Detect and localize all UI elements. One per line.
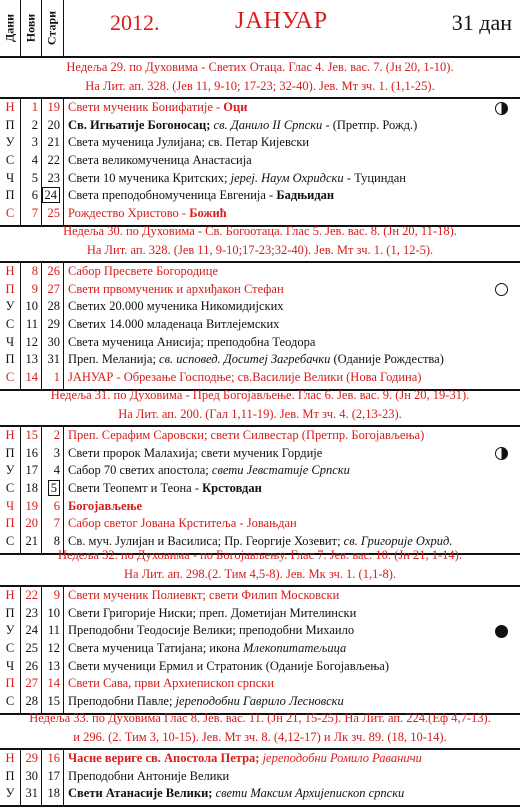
feast-text: јереј. Наум Охридски <box>230 170 344 185</box>
column-old-label: Стари <box>44 10 59 46</box>
old-date: 16 <box>47 751 60 765</box>
day-row <box>0 351 520 369</box>
weekday-letter: Н <box>5 428 15 442</box>
feast-description <box>68 263 218 281</box>
new-date: 17 <box>25 463 38 478</box>
new-moon-icon <box>495 625 508 638</box>
feast-text: Света великомученица Анастасија <box>68 153 252 168</box>
weekday-letter: Н <box>5 100 15 114</box>
weekday-letter: У <box>5 299 15 314</box>
weekday-letter: П <box>5 516 15 531</box>
week-reading-line2: На Лит. ап. 298.(2. Тим 4,5-8). Јев. Мк зч. 1. (1,1-8). <box>123 566 397 581</box>
feast-description <box>68 498 142 516</box>
week-header <box>0 709 520 750</box>
feast-text: ЈАНУАР - Обрезање Господње; св.Василије Велики (Нова Година) <box>68 370 422 385</box>
feast-description <box>68 658 389 676</box>
old-date: 7 <box>53 516 60 531</box>
feast-description <box>68 640 346 658</box>
day-row <box>0 462 520 480</box>
feast-text: св. исповед. Доситеј Загребачки <box>159 352 331 367</box>
weekday-letter: Ч <box>5 170 15 185</box>
old-date: 26 <box>47 264 60 278</box>
new-date: 22 <box>25 588 38 602</box>
week-reading-line2: На Лит. ап. 200. (Гал 1,11-19). Јев. Мт зч. 4. (2,13-23). <box>118 406 402 421</box>
day-row <box>0 117 520 135</box>
feast-description <box>68 462 350 480</box>
feast-text: Света мученица Татијана; икона <box>68 641 244 656</box>
feast-description <box>68 427 424 445</box>
feast-text: Млекопитатељица <box>243 641 347 656</box>
feast-description <box>68 334 315 352</box>
weekday-letter: П <box>5 676 15 691</box>
old-date: 18 <box>47 786 60 801</box>
old-date: 29 <box>47 317 60 332</box>
old-date <box>41 480 63 498</box>
week-header <box>0 222 520 263</box>
old-date: 11 <box>47 623 60 638</box>
feast-text: Свети мученици Ермил и Стратоник (Оданије Богојављења) <box>68 658 389 673</box>
new-date: 24 <box>25 623 38 638</box>
weekday-letter: У <box>5 135 15 150</box>
feast-text: Часне вериге св. Апостола Петра; <box>68 751 263 765</box>
weekday-letter: С <box>5 481 15 496</box>
new-date: 12 <box>25 334 38 349</box>
feast-text: Преподобни Теодосије Велики; преподобни Михаило <box>68 623 355 638</box>
old-date: 30 <box>47 334 60 349</box>
weekday-letter: С <box>5 317 15 332</box>
day-row <box>0 134 520 152</box>
new-date: 13 <box>25 352 38 367</box>
week-days-block <box>0 750 520 807</box>
feast-description <box>68 605 356 623</box>
feast-text: свети Максим Архијепископ српски <box>215 786 405 801</box>
day-row <box>0 152 520 170</box>
weekday-letter: П <box>5 117 15 132</box>
day-row <box>0 445 520 463</box>
feast-text: Свети 10 мученика Критских; <box>68 170 231 185</box>
column-new <box>20 0 42 56</box>
feast-description <box>68 768 229 786</box>
new-date: 20 <box>25 516 38 531</box>
feast-text: - Туциндан <box>343 170 406 185</box>
old-date: 28 <box>47 299 60 314</box>
day-row <box>0 498 520 516</box>
weekday-letter: Н <box>5 588 15 602</box>
weekday-letter: Ч <box>5 334 15 349</box>
old-date: 2 <box>53 428 60 442</box>
new-date: 11 <box>25 317 38 332</box>
old-date: 9 <box>53 588 60 602</box>
weekday-letter: П <box>5 352 15 367</box>
old-date: 6 <box>53 498 60 513</box>
week-days-block <box>0 427 520 555</box>
week-reading-line2: и 296. (2. Тим 3, 10-15). Јев. Мт зч. 8. (4,12-17) и Лк зч. 89. (18, 10-14). <box>73 729 447 744</box>
feast-description <box>68 445 322 463</box>
weekday-letter: Н <box>5 751 15 765</box>
feast-description <box>68 785 404 803</box>
new-date: 18 <box>25 481 38 496</box>
month-title: ЈАНУАР <box>235 8 329 34</box>
day-row <box>0 587 520 605</box>
feast-description <box>68 187 334 205</box>
feast-text: Свети мученик Полиевкт; свети Филип Московски <box>68 588 340 602</box>
weekday-letter: П <box>5 281 15 296</box>
feast-description <box>68 675 274 693</box>
feast-text: Свети Атанасије Велики; <box>68 786 216 801</box>
new-date: 15 <box>25 428 38 442</box>
day-row <box>0 263 520 281</box>
feast-text: Сабор 70 светих апостола; <box>68 463 212 478</box>
old-date <box>41 187 63 205</box>
full-moon-icon <box>495 283 508 296</box>
day-row <box>0 281 520 299</box>
new-date: 3 <box>31 135 38 150</box>
day-row <box>0 316 520 334</box>
feast-text: Светих 20.000 мученика Никомидијских <box>68 299 284 314</box>
week-reading-line2: На Лит. ап. 328. (Јев 11, 9-10;17-23;32-40). Јев. Мт зч. 1. (1, 12-5). <box>86 242 434 257</box>
feast-description <box>68 170 406 188</box>
feast-description <box>68 298 284 316</box>
half-moon-icon <box>495 447 508 460</box>
feast-text: Оци <box>223 100 248 114</box>
new-date: 2 <box>31 117 38 132</box>
feast-text: свети Јевстатије Српски <box>211 463 350 478</box>
new-date: 19 <box>25 498 38 513</box>
feast-text: Света мученица Анисија; преподобна Теодора <box>68 334 316 349</box>
new-date: 25 <box>25 641 38 656</box>
week-reading-line1: Недеља 30. по Духовима - Св. Богоотаца. Глас 5. Јев. вас. 8. (Јн 20, 11-18). <box>63 224 457 238</box>
new-date: 10 <box>25 299 38 314</box>
column-days <box>0 0 21 56</box>
day-row <box>0 640 520 658</box>
day-row <box>0 622 520 640</box>
feast-description <box>68 750 422 768</box>
weekday-letter: У <box>5 463 15 478</box>
old-date: 19 <box>47 100 60 114</box>
new-date: 29 <box>25 751 38 765</box>
weekday-letter: Ч <box>5 498 15 513</box>
day-row <box>0 515 520 533</box>
feast-text: јереподобни Гаврило Лесновски <box>175 694 344 709</box>
feast-description <box>68 152 252 170</box>
day-row <box>0 750 520 768</box>
week-header <box>0 58 520 99</box>
old-date: 1 <box>53 370 60 385</box>
new-date: 8 <box>31 264 38 278</box>
feast-text: Бадњидан <box>276 188 335 203</box>
weekday-letter: С <box>5 153 15 168</box>
feast-text: Рождество Христово - <box>68 206 190 221</box>
old-date: 27 <box>47 281 60 296</box>
new-date: 14 <box>25 370 38 385</box>
feast-text: св. Данило II Српски <box>213 117 323 132</box>
feast-text: - (Претпр. Рожд.) <box>322 117 418 132</box>
column-days-label: Дани <box>2 13 17 43</box>
feast-description <box>68 281 284 299</box>
weekday-letter: П <box>5 768 15 783</box>
old-date: 3 <box>53 445 60 460</box>
old-date: 17 <box>47 768 60 783</box>
week-header <box>0 386 520 427</box>
feast-text: Божић <box>189 206 227 221</box>
new-date: 9 <box>31 281 38 296</box>
day-row <box>0 785 520 803</box>
column-new-label: Нови <box>23 13 37 43</box>
new-date: 5 <box>31 170 38 185</box>
old-date: 31 <box>47 352 60 367</box>
new-date: 6 <box>31 188 38 203</box>
feast-description <box>68 622 354 640</box>
feast-text: Преп. Серафим Саровски; свети Силвестар (Претпр. Богојављења) <box>68 428 425 442</box>
feast-description <box>68 480 262 498</box>
weekday-letter: С <box>5 206 15 221</box>
feast-text: Свети Сава, први Архиепископ српски <box>68 676 275 691</box>
weekday-letter: П <box>5 605 15 620</box>
day-row <box>0 768 520 786</box>
old-date: 4 <box>53 463 60 478</box>
feast-text: Св. Игњатије Богоносац; <box>68 117 214 132</box>
weekday-letter: П <box>5 445 15 460</box>
feast-text: јереподобни Ромило Раваничи <box>262 751 422 765</box>
feast-text: Свети Григорије Ниски; преп. Дометијан Мителински <box>68 605 357 620</box>
feast-text: Сабор светог Јована Крститеља - Јовањдан <box>68 516 297 531</box>
old-date: 21 <box>47 135 60 150</box>
half-moon-icon <box>495 102 508 115</box>
feast-text: св. Григорије Охрид. <box>343 534 453 549</box>
feast-text: Преподобни Павле; <box>68 694 176 709</box>
feast-text: Света преподобномученица Евгенија - <box>68 188 277 203</box>
new-date: 21 <box>25 534 38 549</box>
feast-text: Преп. Меланија; <box>68 352 160 367</box>
new-date: 28 <box>25 694 38 709</box>
day-row <box>0 369 520 387</box>
old-date: 12 <box>47 641 60 656</box>
new-date: 1 <box>31 100 38 114</box>
weekday-letter: С <box>5 641 15 656</box>
new-date: 7 <box>31 206 38 221</box>
weekday-letter: У <box>5 786 15 801</box>
week-days-block <box>0 263 520 391</box>
feast-text: Свети пророк Малахија; свети мученик Гордије <box>68 445 323 460</box>
weekday-letter: С <box>5 694 15 709</box>
calendar-header <box>0 0 520 58</box>
week-reading-line1: Недеља 33. по Духовима Глас 8. Јев. вас. 11. (Јн 21, 15-25). На Лит. ап. 224.(Еф 4,7-13). <box>29 711 491 725</box>
feast-description <box>68 134 309 152</box>
feast-text: Свети првомученик и архиђакон Стефан <box>68 281 284 296</box>
day-row <box>0 99 520 117</box>
week-reading-line1: Недеља 29. по Духовима - Светих Отаца. Глас 4. Јев. вас. 7. (Јн 20, 1-10). <box>66 60 454 74</box>
old-date: 8 <box>53 534 60 549</box>
feast-text: Богојављење <box>68 498 143 513</box>
new-date: 30 <box>25 768 38 783</box>
week-header <box>0 546 520 587</box>
old-date: 10 <box>47 605 60 620</box>
feast-text: Крстовдан <box>202 481 262 496</box>
day-row <box>0 675 520 693</box>
feast-text: Преподобни Антоније Велики <box>68 768 230 783</box>
new-date: 27 <box>25 676 38 691</box>
old-date: 20 <box>47 117 60 132</box>
feast-text: Сабор Пресвете Богородице <box>68 264 218 278</box>
year-label: 2012. <box>110 10 160 35</box>
week-reading-line2: На Лит. ап. 328. (Јев 11, 9-10; 17-23; 32-40). Јев. Мт зч. 1. (1,1-25). <box>85 78 435 93</box>
feast-text: Свети Теопемт и Теона - <box>68 481 203 496</box>
feast-description <box>68 351 444 369</box>
weekday-letter: С <box>5 370 15 385</box>
new-date: 26 <box>25 658 38 673</box>
new-date: 4 <box>31 153 38 168</box>
weekday-letter: Н <box>5 264 15 278</box>
day-row <box>0 298 520 316</box>
day-row <box>0 605 520 623</box>
day-row <box>0 205 520 223</box>
day-row <box>0 334 520 352</box>
fasting-day-box: 5 <box>48 480 60 496</box>
column-old <box>41 0 64 56</box>
feast-text: (Оданије Рождества) <box>330 352 444 367</box>
day-row <box>0 427 520 445</box>
old-date: 22 <box>47 153 60 168</box>
feast-description <box>68 515 297 533</box>
old-date: 15 <box>47 694 60 709</box>
week-reading-line1: Недеља 31. по Духовима - Пред Богојављење. Глас 6. Јев. вас. 9. (Јн 20, 19-31). <box>50 388 470 402</box>
feast-text: Светих 14.000 младенаца Витлејемских <box>68 317 280 332</box>
weekday-letter: У <box>5 623 15 638</box>
weekday-letter: П <box>5 188 15 203</box>
day-row <box>0 480 520 498</box>
old-date: 13 <box>47 658 60 673</box>
new-date: 16 <box>25 445 38 460</box>
days-count: 31 дан <box>451 10 512 35</box>
weekday-letter: С <box>5 534 15 549</box>
old-date: 25 <box>47 206 60 221</box>
feast-description <box>68 99 247 117</box>
new-date: 31 <box>25 786 38 801</box>
feast-text: Свети мученик Бонифатије - <box>68 100 224 114</box>
fasting-day-box: 24 <box>42 187 61 203</box>
week-days-block <box>0 587 520 715</box>
feast-description <box>68 117 417 135</box>
feast-text: Света мученица Јулијана; св. Петар Кијевски <box>68 135 310 150</box>
feast-description <box>68 369 421 387</box>
week-days-block <box>0 99 520 227</box>
feast-text: Св. муч. Јулијан и Василиса; Пр. Георгије Хозевит; <box>68 534 344 549</box>
old-date: 23 <box>47 170 60 185</box>
day-row <box>0 170 520 188</box>
day-row <box>0 187 520 205</box>
weekday-letter: Ч <box>5 658 15 673</box>
week-reading-line1: Недеља 32. по Духовима - по Богојављењу. Глас 7. Јев. вас. 10. (Јн 21, 1-14). <box>58 548 462 562</box>
feast-description <box>68 205 227 223</box>
day-row <box>0 658 520 676</box>
feast-description <box>68 587 339 605</box>
feast-description <box>68 316 279 334</box>
new-date: 23 <box>25 605 38 620</box>
old-date: 14 <box>47 676 60 691</box>
